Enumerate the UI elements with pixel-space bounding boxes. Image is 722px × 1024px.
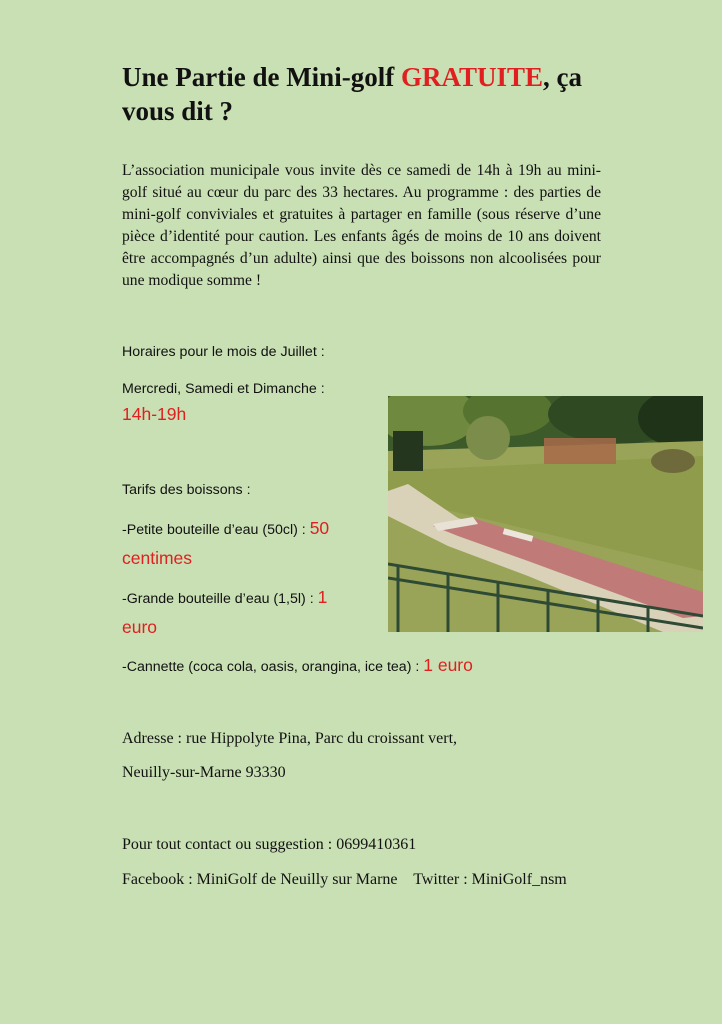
price-large-water [122, 583, 367, 643]
minigolf-photo [388, 396, 703, 632]
title-highlight: GRATUITE [400, 62, 543, 92]
contact-social: Facebook : MiniGolf de Neuilly sur Marne Twitter : MiniGolf_nsm [122, 871, 567, 888]
prices-heading: Tarifs des boissons : [122, 482, 251, 498]
price-small-water-label: -Petite bouteille d’eau (50cl) : [122, 522, 310, 538]
title-text: Une Partie de Mini-golf [122, 62, 401, 92]
price-large-water-label: -Grande bouteille d’eau (1,5l) : [122, 591, 318, 607]
price-small-water [122, 514, 372, 574]
schedule-heading: Horaires pour le mois de Juillet : [122, 344, 325, 360]
page-title [122, 60, 622, 128]
price-small-water-value: 50 centimes [122, 518, 330, 568]
price-can-value: 1 euro [423, 655, 473, 675]
address-line-1: Adresse : rue Hippolyte Pina, Parc du croissant vert, [122, 730, 458, 747]
contact-phone: Pour tout contact ou suggestion : 0699410361 [122, 836, 417, 853]
schedule-hours: 14h-19h [122, 404, 187, 424]
address-line-2: Neuilly-sur-Marne 93330 [122, 764, 286, 781]
title-text-end: , ça vous dit ? [122, 62, 582, 126]
schedule-days: Mercredi, Samedi et Dimanche : [122, 381, 325, 397]
price-can-label: -Cannette (coca cola, oasis, orangina, ice tea) : [122, 659, 424, 675]
price-can [122, 655, 473, 676]
price-large-water-value: 1 euro [122, 587, 328, 637]
intro-paragraph: L’association municipale vous invite dès ce samedi de 14h à 19h au mini-golf situé au cœur du parc des 33 hectares. Au programme : des parties de mini-golf conviviales et gratuites à partager en famille (sous réserve d’une pièce d’identité pour caution. Les enfants âgés de moins de 10 ans doivent être accompagnés d’un adulte) ainsi que des boissons non alcoolisées pour une modique somme ! [122, 162, 601, 289]
